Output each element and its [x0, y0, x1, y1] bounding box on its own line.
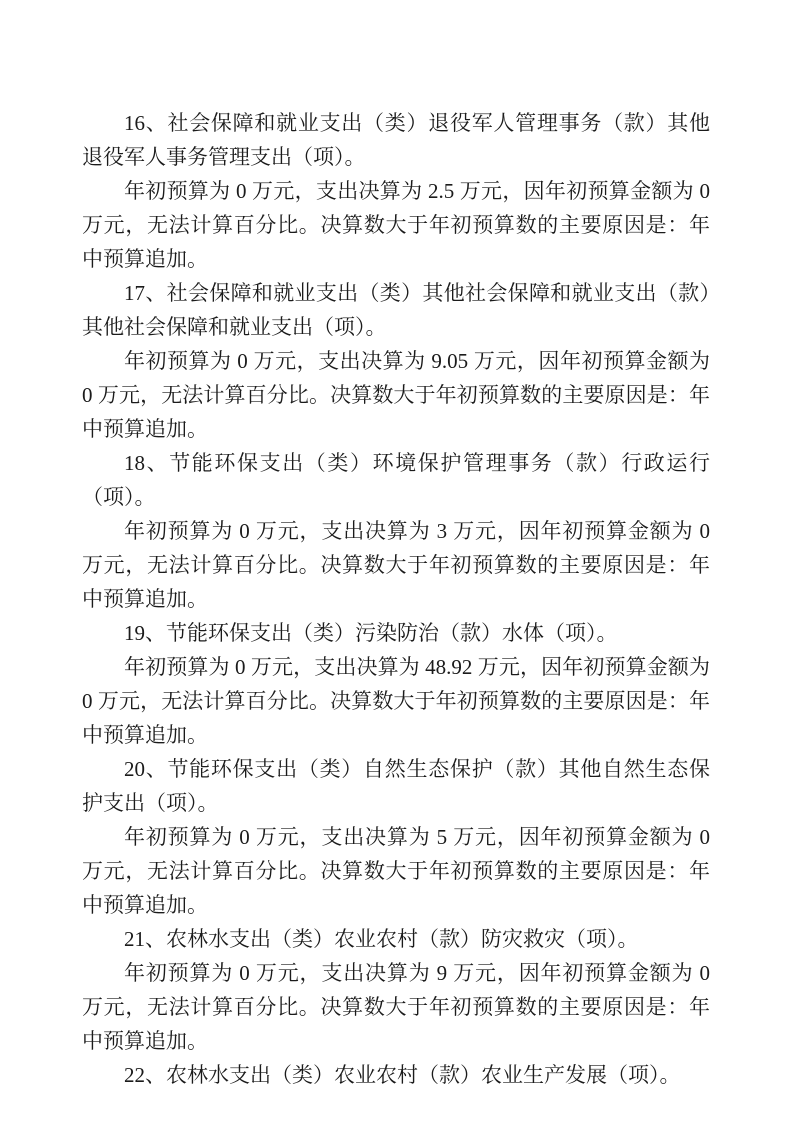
item-20-title: 20、节能环保支出（类）自然生态保护（款）其他自然生态保护支出（项）。 — [82, 757, 710, 815]
item-18-title: 18、节能环保支出（类）环境保护管理事务（款）行政运行（项）。 — [82, 451, 710, 509]
item-20-detail: 年初预算为 0 万元，支出决算为 5 万元，因年初预算金额为 0 万元，无法计算百分比。决算数大于年初预算数的主要原因是：年中预算追加。 — [82, 825, 710, 917]
item-19-detail: 年初预算为 0 万元，支出决算为 48.92 万元，因年初预算金额为 0 万元，无法计算百分比。决算数大于年初预算数的主要原因是：年中预算追加。 — [82, 655, 710, 747]
document-body — [82, 106, 710, 1092]
item-21-title: 21、农林水支出（类）农业农村（款）防灾救灾（项）。 — [124, 927, 639, 951]
item-22-title: 22、农林水支出（类）农业农村（款）农业生产发展（项）。 — [124, 1063, 681, 1087]
item-16-detail: 年初预算为 0 万元，支出决算为 2.5 万元，因年初预算金额为 0 万元，无法计算百分比。决算数大于年初预算数的主要原因是：年中预算追加。 — [82, 179, 710, 271]
item-16-title: 16、社会保障和就业支出（类）退役军人管理事务（款）其他退役军人事务管理支出（项）。 — [82, 111, 710, 169]
item-21-detail: 年初预算为 0 万元，支出决算为 9 万元，因年初预算金额为 0 万元，无法计算百分比。决算数大于年初预算数的主要原因是：年中预算追加。 — [82, 961, 710, 1053]
item-17-detail: 年初预算为 0 万元，支出决算为 9.05 万元，因年初预算金额为 0 万元，无法计算百分比。决算数大于年初预算数的主要原因是：年中预算追加。 — [82, 349, 710, 441]
item-19-title: 19、节能环保支出（类）污染防治（款）水体（项）。 — [124, 621, 618, 645]
item-17-title: 17、社会保障和就业支出（类）其他社会保障和就业支出（款）其他社会保障和就业支出（项）。 — [82, 281, 710, 339]
item-18-detail: 年初预算为 0 万元，支出决算为 3 万元，因年初预算金额为 0 万元，无法计算百分比。决算数大于年初预算数的主要原因是：年中预算追加。 — [82, 519, 710, 611]
